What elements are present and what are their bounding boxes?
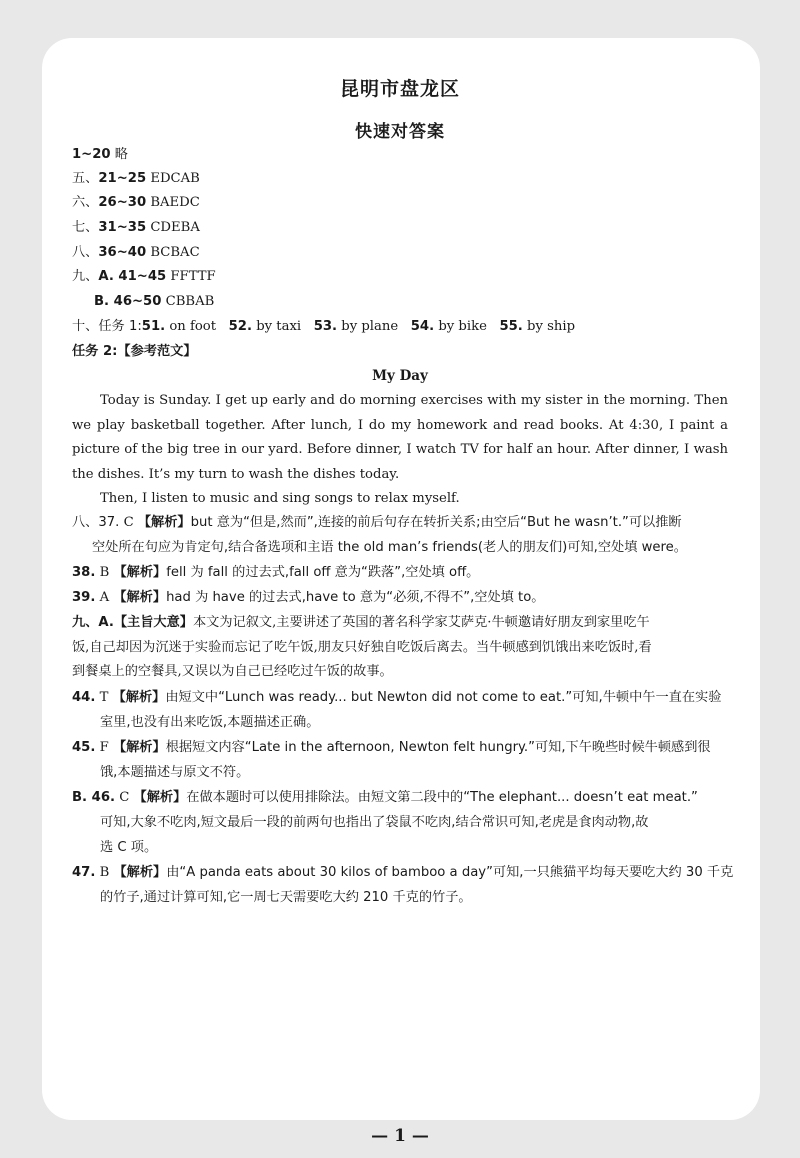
main-idea-cont: 到餐桌上的空餐具,又误以为自己已经吃过午饭的故事。: [72, 664, 393, 679]
explanation-47: 47. B 【解析】由“A panda eats about 30 kilos of bamboo a day”可知,一只熊猫平均每天要吃大约 30 千克: [72, 865, 734, 880]
essay-title: My Day: [372, 368, 428, 384]
explanation-46-cont: 可知,大象不吃肉,短文最后一段的前两句也指出了袋鼠不吃肉,结合常识可知,老虎是食肉动物,故: [100, 815, 649, 830]
explanation-37: 八、37. C 【解析】but 意为“但是,然而”,连接的前后句存在转折关系;由空后“But he wasn’t.”可以推断: [72, 515, 682, 530]
explanation-47-cont: 的竹子,通过计算可知,它一周七天需要吃大约 210 千克的竹子。: [100, 890, 472, 905]
essay-paragraph: Then, I listen to music and sing songs to relax myself.: [100, 491, 460, 506]
answer-line: 五、21~25 EDCAB: [72, 171, 200, 186]
task2-heading: 任务 2:【参考范文】: [72, 344, 197, 359]
explanation-44-cont: 室里,也没有出来吃饭,本题描述正确。: [100, 715, 320, 730]
main-idea-cont: 饭,自己却因为沉迷于实验而忘记了吃午饭,朋友只好独自吃饭后离去。当牛顿感到饥饿出来吃饭时,看: [72, 640, 652, 655]
task1-line: 十、任务 1:51. on foot 52. by taxi 53. by plane 54. by bike 55. by ship: [72, 319, 576, 334]
explanation-46-cont: 选 C 项。: [100, 840, 158, 855]
answer-line: 八、36~40 BCBAC: [72, 245, 200, 260]
explanation-46: B. 46. C 【解析】在做本题时可以使用排除法。由短文第二段中的“The elephant... doesn’t eat meat.”: [72, 790, 698, 805]
explanation-39: 39. A 【解析】had 为 have 的过去式,have to 意为“必须,不得不”,空处填 to。: [72, 590, 545, 605]
explanation-37-cont: 空处所在句应为肯定句,结合备选项和主语 the old man’s friends(老人的朋友们)可知,空处填 were。: [92, 540, 687, 555]
explanation-45: 45. F 【解析】根据短文内容“Late in the afternoon, Newton felt hungry.”可知,下午晚些时候牛顿感到很: [72, 740, 711, 755]
answer-line: 七、31~35 CDEBA: [72, 220, 200, 235]
page-title: 昆明市盘龙区: [339, 78, 460, 100]
page-number: — 1 —: [371, 1126, 429, 1146]
explanation-44: 44. T 【解析】由短文中“Lunch was ready... but Newton did not come to eat.”可知,牛顿中午一直在实验: [72, 690, 722, 705]
essay-paragraph: Today is Sunday. I get up early and do morning exercises with my sister in the morning. Then we play basketball together. After lunch, I do my homework and read books. At 4:30, I paint a picture of the big tree in our yard. Before dinner, I watch TV for half an hour. After dinner, I wash the dishes. It’s my turn to wash the dishes today.: [72, 393, 728, 482]
answer-line: 九、A. 41~45 FFTTF: [72, 269, 216, 284]
explanation-38: 38. B 【解析】fell 为 fall 的过去式,fall off 意为“跌落”,空处填 off。: [72, 565, 480, 580]
answer-line: 1~20 略: [72, 147, 128, 162]
page-subtitle: 快速对答案: [355, 122, 445, 142]
main-idea: 九、A.【主旨大意】本文为记叙文,主要讲述了英国的著名科学家艾萨克·牛顿邀请好朋友到家里吃午: [72, 615, 650, 630]
answer-line: 六、26~30 BAEDC: [72, 195, 200, 210]
explanation-45-cont: 饿,本题描述与原文不符。: [100, 765, 250, 780]
answer-line: B. 46~50 CBBAB: [94, 294, 215, 309]
